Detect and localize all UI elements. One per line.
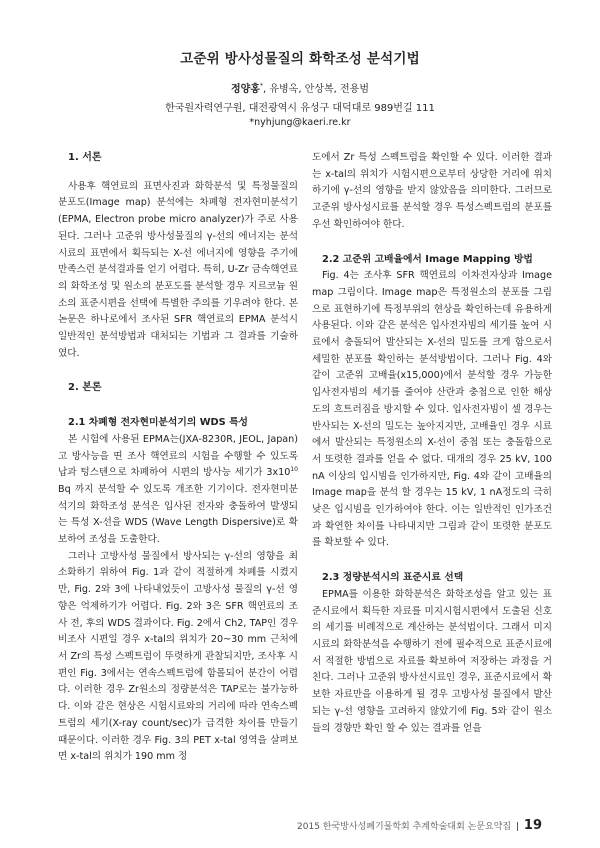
standard-sample-paragraph: EPMA를 이용한 화학분석은 화학조성을 알고 있는 표준시료에서 획득한 자료를 미지시험시편에서 도출된 신호의 세기를 비례적으로 계산하는 분석법이다. 그래서 미지시료의 화학분석을 수행하기 전에 필수적으로 표준시료에서 적절한 방법으로 자료를 확보하여 저장하는 과정을 거친다. 그러나 고준위 방사선시료인 경우, 표준시료에서 확보한 자료만을 이용하게 될 경우 고방사성 물질에서 발산되는 γ-선 영향을 고려하지 않았기에 Fig. 5와 같이 원소들의 경향만 확인 할 수 있는 결과를 얻을: [312, 588, 552, 734]
page-footer: [297, 818, 542, 833]
image-map-paragraph: Fig. 4는 조사후 SFR 핵연료의 이차전자상과 Image map 그림이다. Image map은 특정원소의 분포를 그림으로 표현하기에 특정부위의 현상을 확인하는데 유용하게 사용된다. 이와 같은 분석은 입사전자빔의 세기를 높여 시료에서 충돌되어 발산되는 X-선의 밀도를 크게 함으로서 세밀한 분포를 확인하는 분석방법이다. 그러나 Fig. 4와 같이 고준위 고배율(x15,000)에서 분석할 경우 가능한 입사전자빔의 세기를 줄여야 산란과 충첩으로 인한 해상도의 흐트러짐을 방지할 수 있다. 입사전자빔이 셀 경우는 반사되는 X-선의 밀도는 높아지지만, 고배율인 경우 시료에서 발산되는 특정원소의 X-선이 중첩 또는 충돌함으로서 또렷한 결과를 얻을 수 없다. 대개의 경우 25 kV, 100 nA 이상의 입시빔을 인가하지만, Fig. 4와 같이 고배율의 Image map을 분석 할 경우는 15 kV, 1 nA정도의 극히 낮은 입시빔을 인가하여야 한다. 이는 일반적인 인가조건과 확연한 차이를 나타내지만 그림과 같이 또렷한 분포도를 확보할 수 있다.: [312, 270, 552, 549]
section-title-body: 2. 본론: [68, 382, 102, 394]
subsection-title-2-2: 2.2 고준위 고배율에서 Image Mapping 방법: [322, 253, 533, 265]
contact-email: *nyhjung@kaeri.re.kr: [249, 117, 351, 128]
co-authors: , 유병옥, 안상복, 전용범: [262, 84, 369, 95]
left-column: [58, 150, 298, 766]
affiliation: 한국원자력연구원, 대전광역시 유성구 대덕대로 989번길 111: [165, 103, 435, 114]
corresponding-mark: *: [259, 82, 263, 90]
activity-exponent: 10: [290, 466, 298, 474]
section-title-introduction: 1. 서론: [68, 152, 102, 163]
author-list: [0, 80, 600, 95]
corresponding-author: 정양홍: [231, 84, 260, 95]
proceedings-title: 2015 한국방사성폐기물학회 추계학술대회 논문요약집: [297, 822, 512, 832]
subsection-title-2-1: 2.1 차폐형 전자현미분석기의 WDS 특성: [68, 417, 249, 429]
right-column: [312, 150, 552, 737]
continued-paragraph: 도에서 Zr 특성 스펙트럼을 확인할 수 있다. 이러한 결과는 x-tal의 위치가 시험시편으로부터 상당한 거리에 위치하기에 γ-선의 영향을 받지 않았음을 의미한다. 그러므로 고준위 방사성시료를 분석할 경우 특성스펙트럼의 분포를 우선 확인하여야 한다.: [312, 152, 552, 230]
paper-title: 고준위 방사성물질의 화학조성 분석기법: [180, 51, 420, 67]
subsection-title-2-3: 2.3 정량분석시의 표준시료 선택: [322, 572, 464, 584]
wds-paragraph-1-text-a: 본 시험에 사용된 EPMA는(JXA-8230R, JEOL, Japan) 고 방사능을 띤 조사 핵연료의 시험을 수행할 수 있도록 납과 텅스텐으로 차폐하여 시편의 방사능 세기가 3x10: [58, 433, 298, 479]
footer-separator: |: [515, 822, 520, 832]
wds-paragraph-1-text-b: Bq 까지 분석할 수 있도록 개조한 기기이다. 전자현미분석기의 화학조성 분석은 입사된 전자와 충돌하여 발생되는 특성 X-선을 WDS (Wave Length Dispersive)로 확보하여 조성을 도출한다.: [58, 483, 298, 546]
intro-paragraph: 사용후 핵연료의 표면사진과 화학분석 및 특정물질의 분포도(Image map) 분석에는 차폐형 전자현미분석기(EPMA, Electron probe micro analyzer)가 주로 사용된다. 그러나 고준위 방사성물질의 γ-선의 에너지는 분석시료의 표면에서 획득되는 X-선 에너지에 영향을 주기에 만족스런 분석결과를 얻기 어렵다. 특히, U-Zr 금속핵연료의 화학조성 및 원소의 분포도를 분석할 경우 지르코늄 원소의 표준시편을 선택에 특별한 주의를 기우려야 한다. 본 논문은 하나로에서 조사된 SFR 핵연료의 EPMA 분석시 일반적인 분석방법과 대처되는 기법과 그 결과를 기술하였다.: [58, 180, 299, 359]
page-number: 19: [523, 818, 542, 833]
wds-paragraph-2: 그러나 고방사성 물질에서 방사되는 γ-선의 영향을 최소화하기 위하여 Fig. 1과 같이 적절하게 차폐를 시켰지만, Fig. 2와 3에 나타내었듯이 고방사성 물질의 γ-선 영향은 억제하기가 어렵다. Fig. 2와 3은 SFR 핵연료의 조사 전, 후의 WDS 결과이다. Fig. 2에서 Ch2, TAP인 경우 비조사 시편일 경우 x-tal의 위치가 20~30 mm 근처에서 Zr의 특성 스펙트럼이 뚜렷하게 관찰되지만, 조사후 시편인 Fig. 3에서는 연속스펙트럼에 함몰되어 분간이 어렵다. 이러한 경우 Zr원소의 정량분석은 TAP로는 불가능하다. 이와 같은 현상은 시험시료와의 거리에 따라 연속스펙트럼의 세기(X-ray count/sec)가 급격한 차이를 만들기 때문이다. 이러한 경우 Fig. 3의 PET x-tal 영역을 살펴보면 x-tal의 위치가 190 mm 정: [58, 550, 298, 763]
wds-paragraph-1: [58, 432, 298, 549]
